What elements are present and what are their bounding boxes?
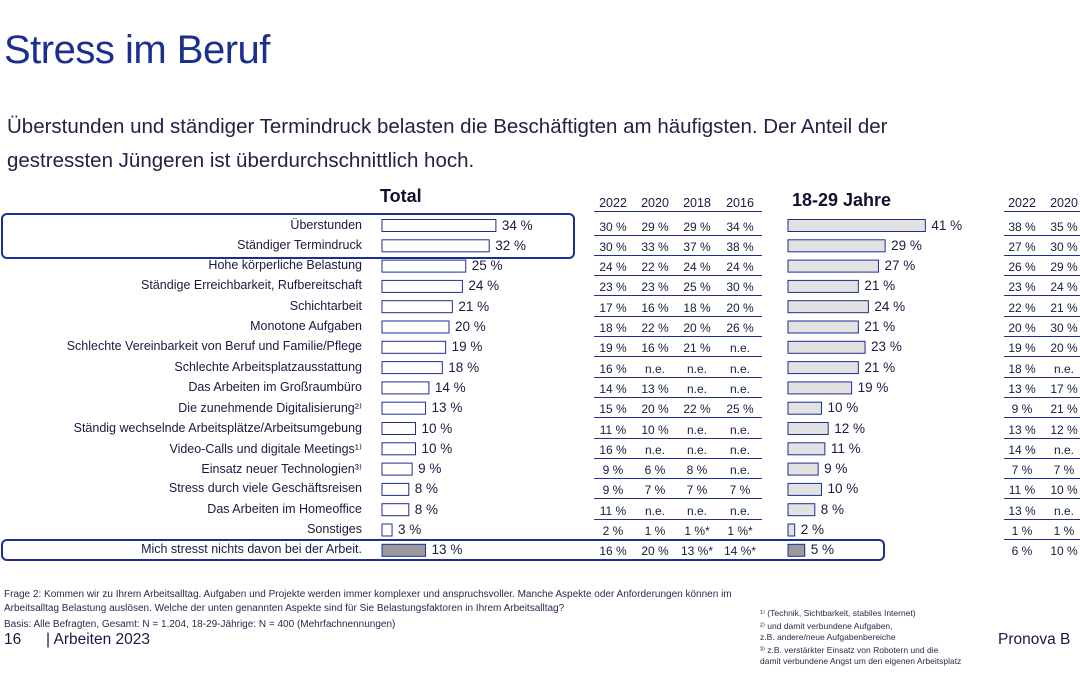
row-underline-young: [1004, 478, 1080, 479]
row-underline-young: [1004, 356, 1080, 357]
category-label: Schlechte Arbeitsplatzausstattung: [174, 359, 362, 374]
value-label-young: 21 %: [864, 319, 896, 334]
bar-young: [788, 382, 852, 394]
history-cell-total: n.e.: [686, 503, 707, 518]
history-cell-total: 6 %: [644, 463, 666, 478]
value-label-total: 24 %: [468, 278, 500, 294]
history-cell-total: 30 %: [599, 219, 627, 234]
history-cell-young: 19 %: [1008, 341, 1036, 356]
bar-young: [788, 463, 818, 475]
value-label-young: 8 %: [820, 501, 845, 517]
row-underline-young: [1004, 519, 1080, 520]
footnote-2b: z.B. andere/neue Aufgabenbereiche: [760, 632, 896, 642]
row-underline-young: [1004, 275, 1080, 276]
history-cell-young: 6 %: [1011, 544, 1033, 559]
value-label-total: 14 %: [434, 379, 466, 395]
history-cell-young: 24 %: [1050, 280, 1078, 295]
history-cell-young: 20 %: [1050, 341, 1078, 356]
value-label-total: 3 %: [398, 522, 422, 537]
bar-total: [382, 524, 392, 536]
value-label-total: 20 %: [455, 319, 486, 334]
year-header-young: 2022: [1008, 196, 1036, 210]
history-cell-total: 38 %: [726, 239, 754, 254]
footnote-1: ¹⁾ (Technik, Sichtbarkeit, stabiles Internet): [760, 608, 916, 618]
history-cell-young: 1 %: [1053, 524, 1075, 538]
history-cell-total: 1 %*: [727, 524, 753, 538]
history-cell-total: 16 %: [599, 361, 627, 376]
bar-young: [788, 341, 865, 353]
history-cell-total: 13 %*: [680, 544, 714, 559]
history-cell-total: 26 %: [726, 321, 754, 335]
bar-total: [382, 220, 496, 232]
history-cell-total: 22 %: [641, 321, 669, 335]
history-cell-total: 16 %: [599, 544, 627, 559]
history-cell-total: 23 %: [641, 280, 669, 295]
history-cell-young: 22 %: [1008, 300, 1036, 315]
history-cell-total: n.e.: [729, 361, 750, 376]
category-label: Schichtarbeit: [289, 298, 362, 313]
history-cell-total: 10 %: [641, 422, 669, 437]
year-header-underline-total: [594, 211, 762, 212]
bar-young: [788, 321, 858, 333]
row-underline-total: [594, 539, 762, 540]
value-label-total: 32 %: [495, 237, 526, 253]
row-underline-young: [1004, 295, 1080, 296]
history-cell-total: n.e.: [729, 463, 750, 478]
row-underline-total: [594, 377, 762, 378]
history-cell-young: 18 %: [1008, 361, 1036, 376]
bar-young: [788, 301, 868, 313]
year-header-total: 2022: [599, 196, 627, 210]
bar-young: [788, 544, 805, 556]
bar-young: [788, 524, 795, 536]
row-underline-total: [594, 438, 762, 439]
history-cell-total: n.e.: [729, 422, 750, 437]
history-cell-young: 1 %: [1011, 524, 1033, 538]
history-cell-total: n.e.: [686, 381, 707, 396]
row-underline-total: [594, 519, 762, 520]
history-cell-total: 1 %*: [684, 524, 710, 538]
value-label-young: 24 %: [874, 298, 906, 314]
history-cell-young: 17 %: [1050, 381, 1078, 396]
history-cell-total: 15 %: [599, 402, 627, 417]
category-label: Mich stresst nichts davon bei der Arbeit.: [141, 542, 362, 557]
history-cell-total: n.e.: [644, 503, 665, 518]
bar-young: [788, 220, 925, 232]
category-label: Einsatz neuer Technologien³⁾: [201, 462, 362, 477]
value-label-total: 8 %: [414, 481, 439, 497]
bar-total: [382, 402, 426, 414]
row-underline-young: [1004, 458, 1080, 459]
value-label-young: 41 %: [931, 217, 963, 233]
bar-young: [788, 260, 878, 272]
category-label: Stress durch viele Geschäftsreisen: [168, 481, 362, 496]
history-cell-total: 13 %: [641, 381, 669, 396]
row-underline-total: [594, 316, 762, 317]
row-underline-total: [594, 295, 762, 296]
history-cell-total: n.e.: [729, 442, 750, 457]
history-cell-young: 29 %: [1050, 260, 1078, 275]
bar-total: [382, 423, 416, 435]
footer-question-2: Arbeitsalltag Belastung auslösen. Welche der unten genannten Aspekte sind für Sie Belastungsfaktoren in Ihrem Arbeitsalltag?: [4, 603, 565, 614]
bar-total: [382, 362, 442, 374]
row-underline-young: [1004, 539, 1080, 540]
history-cell-total: 37 %: [683, 239, 711, 254]
subtitle-line-2: gestressten Jüngeren ist überdurchschnittlich hoch.: [7, 149, 475, 172]
row-underline-total: [594, 417, 762, 418]
value-label-total: 25 %: [471, 258, 503, 274]
bar-total: [382, 341, 446, 353]
bar-total: [382, 504, 409, 516]
row-underline-young: [1004, 235, 1080, 236]
history-cell-total: 1 %: [644, 524, 666, 538]
history-cell-total: 16 %: [641, 300, 669, 315]
value-label-young: 10 %: [827, 400, 859, 416]
history-cell-total: 24 %: [599, 260, 627, 275]
value-label-young: 11 %: [830, 440, 861, 456]
bar-young: [788, 483, 822, 495]
row-underline-young: [1004, 397, 1080, 398]
category-label: Schlechte Vereinbarkeit von Beruf und Familie/Pflege: [66, 339, 362, 354]
value-label-young: 9 %: [824, 461, 848, 477]
row-underline-young: [1004, 438, 1080, 439]
footnote-2a: ²⁾ und damit verbundene Aufgaben,: [760, 621, 893, 631]
history-cell-young: 13 %: [1008, 422, 1036, 437]
history-cell-total: 25 %: [683, 280, 711, 295]
category-label: Monotone Aufgaben: [250, 319, 362, 333]
history-cell-total: 7 %: [644, 483, 666, 498]
bar-total: [382, 443, 416, 455]
value-label-young: 12 %: [834, 420, 865, 436]
history-cell-young: 10 %: [1050, 483, 1078, 498]
history-cell-total: 11 %: [599, 503, 627, 518]
category-label: Hohe körperliche Belastung: [208, 258, 362, 273]
bar-total: [382, 483, 409, 495]
history-cell-total: 20 %: [683, 321, 711, 335]
history-cell-total: 16 %: [599, 442, 627, 457]
value-label-young: 23 %: [871, 339, 902, 355]
bar-total: [382, 463, 412, 475]
history-cell-total: 29 %: [683, 219, 711, 234]
category-label: Sonstiges: [307, 522, 362, 536]
value-label-total: 19 %: [451, 339, 483, 355]
bar-young: [788, 504, 815, 516]
footnote-3a: ³⁾ z.B. verstärkter Einsatz von Robotern und die: [760, 645, 939, 655]
history-cell-total: 30 %: [599, 239, 627, 254]
history-cell-young: 35 %: [1050, 219, 1078, 234]
history-cell-total: 2 %: [602, 524, 624, 538]
bar-total: [382, 260, 466, 272]
history-cell-total: 8 %: [686, 463, 708, 478]
history-cell-total: n.e.: [729, 503, 750, 518]
history-cell-total: 29 %: [641, 219, 669, 234]
history-cell-young: 27 %: [1008, 239, 1036, 254]
category-label: Überstunden: [290, 217, 362, 232]
bar-young: [788, 240, 885, 252]
bar-total: [382, 544, 426, 556]
row-underline-young: [1004, 377, 1080, 378]
year-header-total: 2018: [683, 196, 711, 210]
category-label: Ständiger Termindruck: [237, 237, 362, 252]
bar-young: [788, 423, 828, 435]
value-label-young: 5 %: [810, 542, 835, 558]
history-cell-total: n.e.: [644, 361, 665, 376]
value-label-total: 10 %: [421, 420, 453, 436]
history-cell-total: 30 %: [726, 280, 754, 295]
history-cell-total: 19 %: [599, 341, 627, 356]
history-cell-total: 25 %: [726, 402, 754, 417]
history-cell-total: 33 %: [641, 239, 669, 254]
history-cell-total: 23 %: [599, 280, 627, 295]
category-label: Die zunehmende Digitalisierung²⁾: [178, 401, 362, 416]
history-cell-young: n.e.: [1053, 442, 1074, 457]
bar-total: [382, 321, 449, 333]
history-cell-young: 30 %: [1050, 321, 1078, 335]
row-underline-total: [594, 255, 762, 256]
page-label: | Arbeiten 2023: [46, 631, 150, 648]
category-label: Ständige Erreichbarkeit, Rufbereitschaft: [141, 278, 362, 293]
history-cell-young: 21 %: [1050, 402, 1078, 417]
row-underline-young: [1004, 255, 1080, 256]
history-cell-total: n.e.: [686, 442, 707, 457]
value-label-young: 10 %: [827, 481, 859, 497]
bar-young: [788, 402, 822, 414]
history-cell-total: 18 %: [683, 300, 711, 315]
history-cell-young: 26 %: [1008, 260, 1036, 275]
history-cell-young: 13 %: [1008, 381, 1036, 396]
subtitle-line-1: Überstunden und ständiger Termindruck belasten die Beschäftigten am häufigsten. Der Anteil der: [7, 115, 888, 138]
history-cell-young: 30 %: [1050, 239, 1078, 254]
panel-title-young: 18-29 Jahre: [792, 190, 892, 210]
history-cell-total: 20 %: [641, 544, 669, 559]
value-label-young: 21 %: [864, 359, 896, 375]
history-cell-total: 20 %: [641, 402, 669, 417]
history-cell-young: 11 %: [1008, 483, 1036, 498]
history-cell-total: 17 %: [599, 300, 627, 315]
value-label-young: 29 %: [891, 237, 922, 253]
year-header-underline-young: [1004, 211, 1080, 212]
bar-total: [382, 280, 462, 292]
row-underline-young: [1004, 498, 1080, 499]
history-cell-total: 16 %: [641, 341, 669, 356]
history-cell-young: 20 %: [1008, 321, 1036, 335]
history-cell-total: 18 %: [599, 321, 627, 335]
category-label: Video-Calls und digitale Meetings¹⁾: [169, 441, 362, 456]
value-label-young: 21 %: [864, 278, 896, 294]
history-cell-total: 7 %: [686, 483, 708, 498]
history-cell-total: 22 %: [683, 402, 711, 417]
bar-young: [788, 280, 858, 292]
history-cell-total: 20 %: [726, 300, 754, 315]
value-label-total: 21 %: [458, 298, 490, 314]
row-underline-total: [594, 275, 762, 276]
bar-total: [382, 301, 452, 313]
footer-basis: Basis: Alle Befragten, Gesamt: N = 1.204, 18-29-Jährige: N = 400 (Mehrfachnennungen): [4, 619, 396, 630]
bar-total: [382, 240, 489, 252]
history-cell-total: 24 %: [683, 260, 711, 275]
year-header-total: 2016: [726, 196, 754, 210]
value-label-total: 10 %: [421, 440, 453, 456]
history-cell-total: n.e.: [686, 361, 707, 376]
footer-question-1: Frage 2: Kommen wir zu Ihrem Arbeitsalltag. Aufgaben und Projekte werden immer komplexer und anspruchsvoller. Manche Aspekte oder Anforderungen können im: [4, 589, 732, 600]
category-label: Das Arbeiten im Großraumbüro: [188, 379, 362, 394]
row-underline-young: [1004, 417, 1080, 418]
history-cell-total: 9 %: [602, 463, 624, 478]
history-cell-total: n.e.: [644, 442, 665, 457]
page-number: 16: [4, 631, 22, 648]
value-label-total: 34 %: [501, 217, 533, 233]
history-cell-total: 34 %: [726, 219, 754, 234]
bar-young: [788, 362, 858, 374]
row-underline-young: [1004, 336, 1080, 337]
row-underline-total: [594, 235, 762, 236]
history-cell-total: 14 %*: [723, 544, 757, 559]
year-header-young: 2020: [1050, 196, 1078, 210]
value-label-total: 8 %: [414, 501, 439, 517]
history-cell-total: n.e.: [686, 422, 707, 437]
history-cell-total: 21 %: [683, 341, 711, 356]
value-label-total: 13 %: [431, 542, 463, 558]
value-label-young: 19 %: [857, 379, 889, 395]
value-label-total: 9 %: [418, 461, 442, 477]
bar-total: [382, 382, 429, 394]
history-cell-young: 7 %: [1011, 463, 1033, 478]
history-cell-total: 14 %: [599, 381, 627, 396]
row-underline-total: [594, 498, 762, 499]
bar-young: [788, 443, 825, 455]
history-cell-young: 10 %: [1050, 544, 1078, 559]
history-cell-young: n.e.: [1053, 503, 1074, 518]
brand-name: Pronova B: [998, 631, 1071, 648]
value-label-total: 13 %: [431, 400, 463, 416]
history-cell-young: 38 %: [1008, 219, 1036, 234]
history-cell-total: 7 %: [729, 483, 751, 498]
footnote-3b: damit verbundene Angst um den eigenen Arbeitsplatz: [760, 656, 962, 666]
value-label-young: 27 %: [884, 258, 916, 274]
history-cell-young: 13 %: [1008, 503, 1036, 518]
history-cell-total: 22 %: [641, 260, 669, 275]
history-cell-young: 14 %: [1008, 442, 1036, 457]
year-header-total: 2020: [641, 196, 669, 210]
history-cell-total: n.e.: [729, 381, 750, 396]
history-cell-total: n.e.: [729, 341, 750, 356]
category-label: Ständig wechselnde Arbeitsplätze/Arbeitsumgebung: [73, 420, 362, 435]
history-cell-young: 21 %: [1050, 300, 1078, 315]
history-cell-young: n.e.: [1053, 361, 1074, 376]
row-underline-total: [594, 356, 762, 357]
history-cell-total: 11 %: [599, 422, 627, 437]
page-title: Stress im Beruf: [4, 28, 270, 72]
value-label-total: 18 %: [448, 359, 480, 375]
row-underline-total: [594, 458, 762, 459]
row-underline-young: [1004, 316, 1080, 317]
row-underline-total: [594, 478, 762, 479]
category-label: Das Arbeiten im Homeoffice: [207, 501, 362, 516]
value-label-young: 2 %: [800, 522, 824, 537]
history-cell-young: 7 %: [1053, 463, 1075, 478]
history-cell-young: 23 %: [1008, 280, 1036, 295]
row-underline-total: [594, 336, 762, 337]
history-cell-young: 12 %: [1050, 422, 1078, 437]
row-underline-total: [594, 397, 762, 398]
history-cell-total: 24 %: [726, 260, 754, 275]
history-cell-young: 9 %: [1011, 402, 1033, 417]
panel-title-total: Total: [380, 186, 422, 206]
history-cell-total: 9 %: [602, 483, 624, 498]
